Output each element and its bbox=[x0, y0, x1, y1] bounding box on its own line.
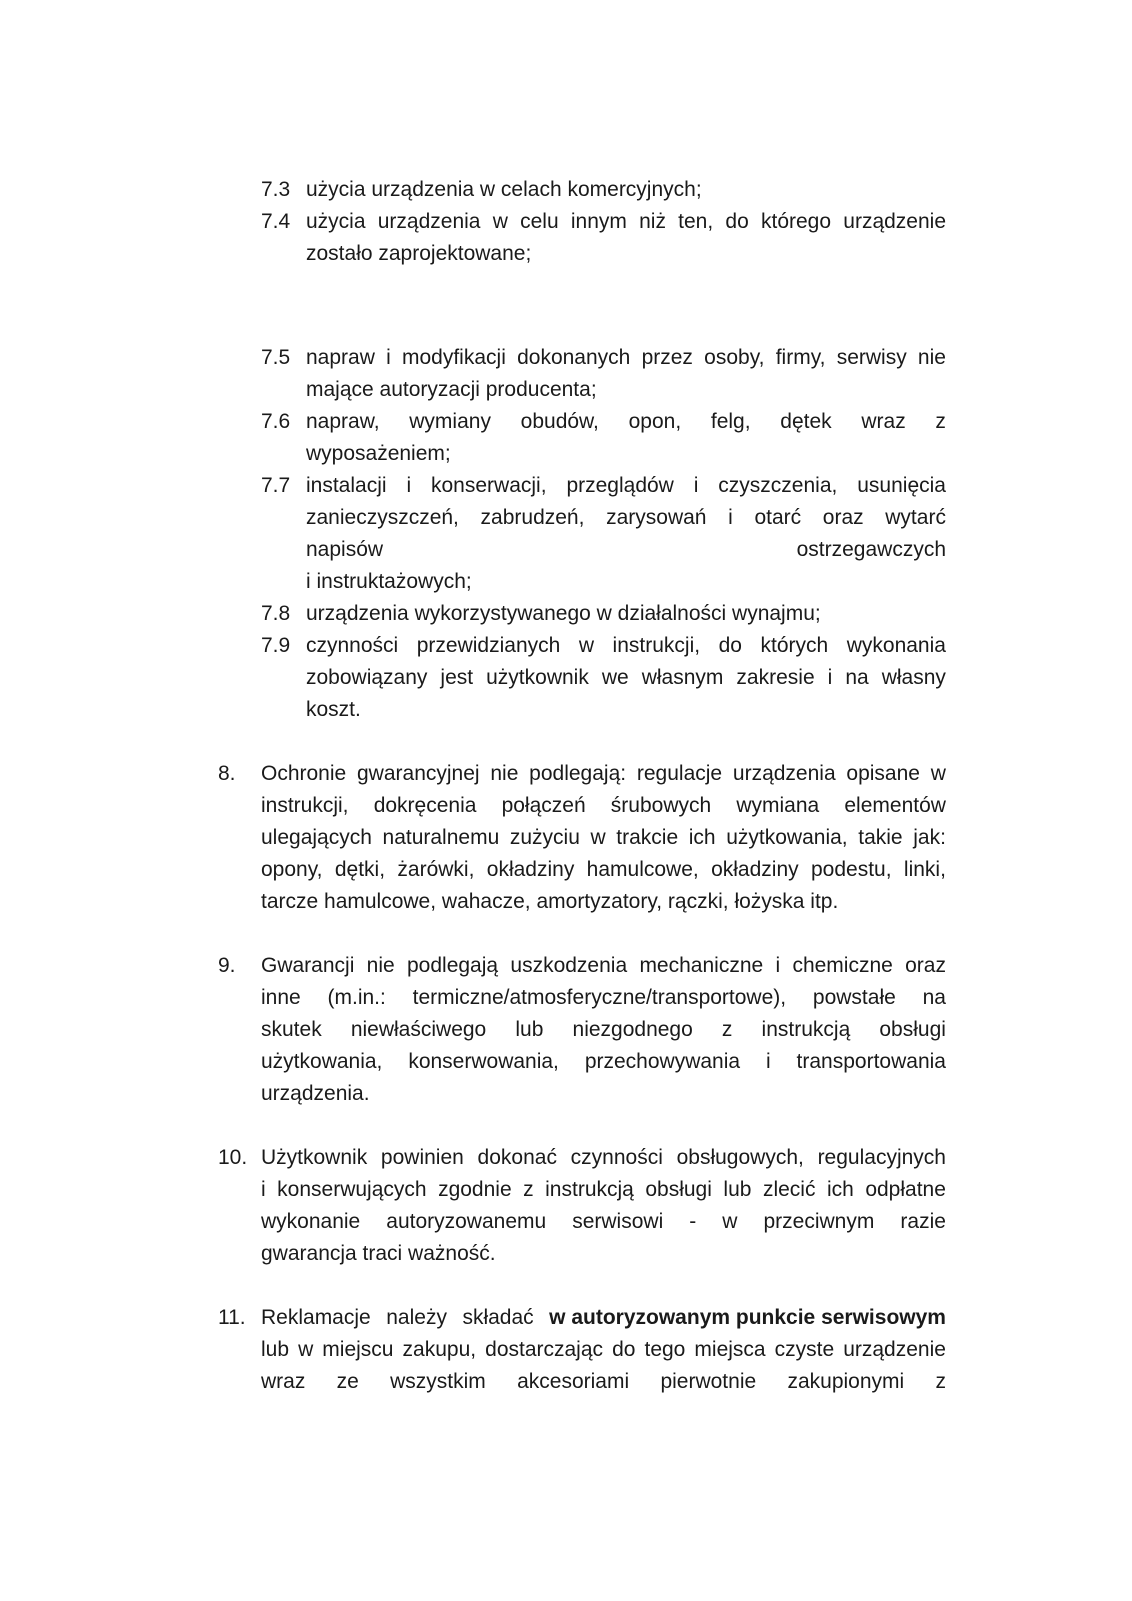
item-text bbox=[261, 822, 946, 854]
word: napraw, bbox=[306, 410, 380, 433]
word: lub bbox=[723, 1178, 752, 1201]
word: Gwarancji bbox=[261, 954, 355, 977]
word: urządzenie bbox=[843, 210, 946, 233]
item-number: 7.8 bbox=[261, 602, 291, 625]
word: otarć bbox=[754, 506, 802, 529]
word: termiczne/atmosferyczne/transportowe), bbox=[412, 986, 787, 1009]
word: innym bbox=[570, 210, 627, 233]
word: i bbox=[261, 1178, 266, 1201]
word: składać bbox=[462, 1306, 534, 1329]
word: skutek bbox=[261, 1018, 322, 1041]
item-text: użycia urządzenia w celach komercyjnych; bbox=[306, 178, 702, 201]
word: użycia bbox=[306, 210, 366, 233]
word: dętek bbox=[780, 410, 832, 433]
word: nie bbox=[917, 346, 946, 369]
item-text bbox=[306, 470, 946, 502]
word: opisane bbox=[846, 762, 920, 785]
item-text bbox=[261, 950, 946, 982]
item-text bbox=[306, 630, 946, 662]
item-text: mające autoryzacji producenta; bbox=[306, 378, 597, 401]
word: mechaniczne bbox=[639, 954, 764, 977]
word: do bbox=[718, 634, 742, 657]
word: których bbox=[760, 634, 829, 657]
word: lub bbox=[515, 1018, 544, 1041]
word: w bbox=[578, 634, 595, 657]
word: okładziny bbox=[711, 858, 799, 881]
word: podlegają: bbox=[529, 762, 627, 785]
item-text bbox=[306, 342, 946, 374]
word: jak: bbox=[913, 826, 946, 849]
word: zlecić bbox=[762, 1178, 816, 1201]
item-number: 7.5 bbox=[261, 346, 291, 369]
word: zanieczyszczeń, bbox=[306, 506, 459, 529]
word: w bbox=[590, 826, 606, 849]
word: urządzenia bbox=[377, 210, 481, 233]
word: zobowiązany bbox=[306, 666, 428, 689]
word: i bbox=[827, 666, 833, 689]
word: obsługowych, bbox=[676, 1146, 804, 1169]
item-text bbox=[261, 1366, 946, 1398]
word: podlegają bbox=[407, 954, 499, 977]
item-text: urządzenia wykorzystywanego w działalności wynajmu; bbox=[306, 602, 821, 625]
word: z bbox=[523, 1178, 534, 1201]
word: dokręcenia bbox=[373, 794, 477, 817]
word: wykonanie bbox=[261, 1210, 361, 1233]
word: instrukcją bbox=[545, 1178, 634, 1201]
word: dostarczając bbox=[485, 1338, 604, 1361]
word: konserwujących bbox=[277, 1178, 427, 1201]
word: razie bbox=[900, 1210, 946, 1233]
word: konserwowania, bbox=[408, 1050, 559, 1073]
word: - bbox=[689, 1210, 697, 1233]
word: i bbox=[765, 1050, 771, 1073]
word: przeglądów bbox=[566, 474, 674, 497]
word: ich bbox=[826, 1178, 854, 1201]
word: naturalnemu bbox=[382, 826, 500, 849]
word: transportowania bbox=[796, 1050, 946, 1073]
item-text bbox=[261, 1174, 946, 1206]
word: niż bbox=[639, 210, 666, 233]
item-text: urządzenia. bbox=[261, 1082, 370, 1105]
word: linki, bbox=[903, 858, 946, 881]
word: do bbox=[725, 210, 749, 233]
item-text bbox=[261, 1334, 946, 1366]
word: zakupionymi bbox=[787, 1370, 905, 1393]
word: dokonać bbox=[477, 1146, 557, 1169]
word: akcesoriami bbox=[517, 1370, 630, 1393]
word: urządzenie bbox=[843, 1338, 946, 1361]
word: oraz bbox=[905, 954, 946, 977]
word: przechowywania bbox=[584, 1050, 741, 1073]
word: na bbox=[845, 666, 869, 689]
word: użytkowania, bbox=[726, 826, 848, 849]
word: instrukcji, bbox=[261, 794, 349, 817]
word: instalacji bbox=[306, 474, 387, 497]
word: w bbox=[298, 1338, 314, 1361]
item-text bbox=[261, 854, 946, 886]
word: Reklamacje bbox=[261, 1306, 371, 1329]
word: obsługi bbox=[645, 1178, 712, 1201]
word: elementów bbox=[844, 794, 946, 817]
word: regulacje bbox=[636, 762, 723, 785]
item-number: 10. bbox=[218, 1146, 248, 1169]
word: w bbox=[492, 210, 508, 233]
word: na bbox=[922, 986, 946, 1009]
word: miejsca bbox=[694, 1338, 766, 1361]
word: autoryzowanemu bbox=[386, 1210, 547, 1233]
item-number: 8. bbox=[218, 762, 236, 785]
word: czynności bbox=[306, 634, 399, 657]
item-number: 7.6 bbox=[261, 410, 291, 433]
item-text bbox=[306, 662, 946, 694]
item-text bbox=[261, 758, 946, 790]
word: wymiana bbox=[736, 794, 820, 817]
word: miejscu bbox=[322, 1338, 394, 1361]
word: czyszczenia, bbox=[718, 474, 838, 497]
word: osoby, bbox=[704, 346, 765, 369]
word: wraz bbox=[261, 1370, 306, 1393]
word: użytkowania, bbox=[261, 1050, 383, 1073]
word: dętki, bbox=[334, 858, 386, 881]
word: we bbox=[601, 666, 629, 689]
word: nie bbox=[490, 762, 519, 785]
word: odpłatne bbox=[865, 1178, 946, 1201]
word: ten, bbox=[678, 210, 714, 233]
word: napraw bbox=[306, 346, 375, 369]
word: chemiczne bbox=[792, 954, 893, 977]
word: pierwotnie bbox=[660, 1370, 757, 1393]
word: firmy, bbox=[775, 346, 826, 369]
word: i bbox=[406, 474, 412, 497]
word: w bbox=[722, 1210, 738, 1233]
word: niezgodnego bbox=[572, 1018, 693, 1041]
item-text: wyposażeniem; bbox=[306, 442, 451, 465]
word: modyfikacji bbox=[402, 346, 506, 369]
word: urządzenia bbox=[732, 762, 836, 785]
word: oraz bbox=[822, 506, 864, 529]
word: połączeń bbox=[501, 794, 586, 817]
word: z bbox=[935, 1370, 946, 1393]
word: hamulcowe, bbox=[586, 858, 699, 881]
word: instrukcji, bbox=[612, 634, 701, 657]
word: lub bbox=[261, 1338, 290, 1361]
word: przez bbox=[641, 346, 693, 369]
word: ich bbox=[688, 826, 716, 849]
word: jest bbox=[440, 666, 474, 689]
word: celu bbox=[520, 210, 559, 233]
word: ulegających bbox=[261, 826, 372, 849]
word: i bbox=[386, 346, 391, 369]
word: zakupu, bbox=[402, 1338, 477, 1361]
word: wytarć bbox=[885, 506, 946, 529]
word: zużyciu bbox=[509, 826, 580, 849]
word: zakresie bbox=[736, 666, 815, 689]
word: felg, bbox=[710, 410, 751, 433]
word: opon, bbox=[628, 410, 682, 433]
item-text bbox=[306, 206, 946, 238]
word: tego bbox=[644, 1338, 686, 1361]
word: trakcie bbox=[616, 826, 679, 849]
word: przeciwnym bbox=[763, 1210, 875, 1233]
word: zabrudzeń, bbox=[480, 506, 585, 529]
item-text: zostało zaprojektowane; bbox=[306, 242, 532, 265]
word: niewłaściwego bbox=[350, 1018, 487, 1041]
item-number: 7.9 bbox=[261, 634, 291, 657]
word: należy bbox=[386, 1306, 447, 1329]
word: gwarancyjnej bbox=[357, 762, 480, 785]
item-text bbox=[261, 1302, 946, 1334]
word: instrukcją bbox=[761, 1018, 851, 1041]
word: i bbox=[775, 954, 781, 977]
item-number: 7.7 bbox=[261, 474, 291, 497]
word: w bbox=[930, 762, 946, 785]
word: powinien bbox=[380, 1146, 464, 1169]
word: dokonanych bbox=[517, 346, 631, 369]
word: ostrzegawczych bbox=[796, 538, 946, 561]
word: własnym bbox=[641, 666, 724, 689]
word: przewidzianych bbox=[416, 634, 561, 657]
item-text bbox=[261, 1206, 946, 1238]
word: powstałe bbox=[812, 986, 896, 1009]
word: śrubowych bbox=[610, 794, 712, 817]
word: do bbox=[612, 1338, 636, 1361]
word: serwisowi bbox=[572, 1210, 664, 1233]
item-text: tarcze hamulcowe, wahacze, amortyzatory, rączki, łożyska itp. bbox=[261, 890, 839, 913]
item-text: i instruktażowych; bbox=[306, 570, 472, 593]
word: zarysowań bbox=[606, 506, 707, 529]
word: usunięcia bbox=[857, 474, 946, 497]
word: takie bbox=[858, 826, 903, 849]
word: użytkownik bbox=[486, 666, 589, 689]
word: serwisy bbox=[836, 346, 907, 369]
word: Użytkownik bbox=[261, 1146, 368, 1169]
word: i bbox=[693, 474, 699, 497]
item-text bbox=[261, 1142, 946, 1174]
item-text bbox=[261, 790, 946, 822]
word: czyste bbox=[774, 1338, 835, 1361]
word: okładziny bbox=[486, 858, 575, 881]
word: wykonania bbox=[846, 634, 946, 657]
word: napisów bbox=[306, 538, 384, 561]
word: opony, bbox=[261, 858, 323, 881]
item-text bbox=[306, 406, 946, 438]
item-text bbox=[306, 534, 946, 566]
word: ze bbox=[336, 1370, 359, 1393]
word: z bbox=[721, 1018, 733, 1041]
word: (m.in.: bbox=[327, 986, 386, 1009]
word: podestu, bbox=[810, 858, 892, 881]
word: Ochronie bbox=[261, 762, 347, 785]
word: wymiany bbox=[409, 410, 491, 433]
word: regulacyjnych bbox=[817, 1146, 946, 1169]
item-text bbox=[306, 502, 946, 534]
word: konserwacji, bbox=[431, 474, 547, 497]
word: którego bbox=[761, 210, 832, 233]
word: żarówki, bbox=[397, 858, 475, 881]
word: zgodnie bbox=[438, 1178, 512, 1201]
word: obsługi bbox=[879, 1018, 946, 1041]
item-number: 11. bbox=[218, 1306, 246, 1329]
item-number: 7.3 bbox=[261, 178, 291, 201]
item-text bbox=[261, 1046, 946, 1078]
word: nie bbox=[366, 954, 395, 977]
word: wraz bbox=[861, 410, 906, 433]
item-number: 9. bbox=[218, 954, 236, 977]
item-text-bold: w autoryzowanym punkcie serwisowym bbox=[549, 1306, 946, 1329]
item-text: koszt. bbox=[306, 698, 361, 721]
item-text bbox=[261, 982, 946, 1014]
word: wszystkim bbox=[390, 1370, 486, 1393]
word: własny bbox=[881, 666, 946, 689]
word: inne bbox=[261, 986, 301, 1009]
word: obudów, bbox=[520, 410, 599, 433]
item-number: 7.4 bbox=[261, 210, 291, 233]
item-text: gwarancja traci ważność. bbox=[261, 1242, 496, 1265]
word: i bbox=[728, 506, 733, 529]
word: z bbox=[935, 410, 946, 433]
word: czynności bbox=[570, 1146, 663, 1169]
word: uszkodzenia bbox=[510, 954, 628, 977]
item-text bbox=[261, 1014, 946, 1046]
